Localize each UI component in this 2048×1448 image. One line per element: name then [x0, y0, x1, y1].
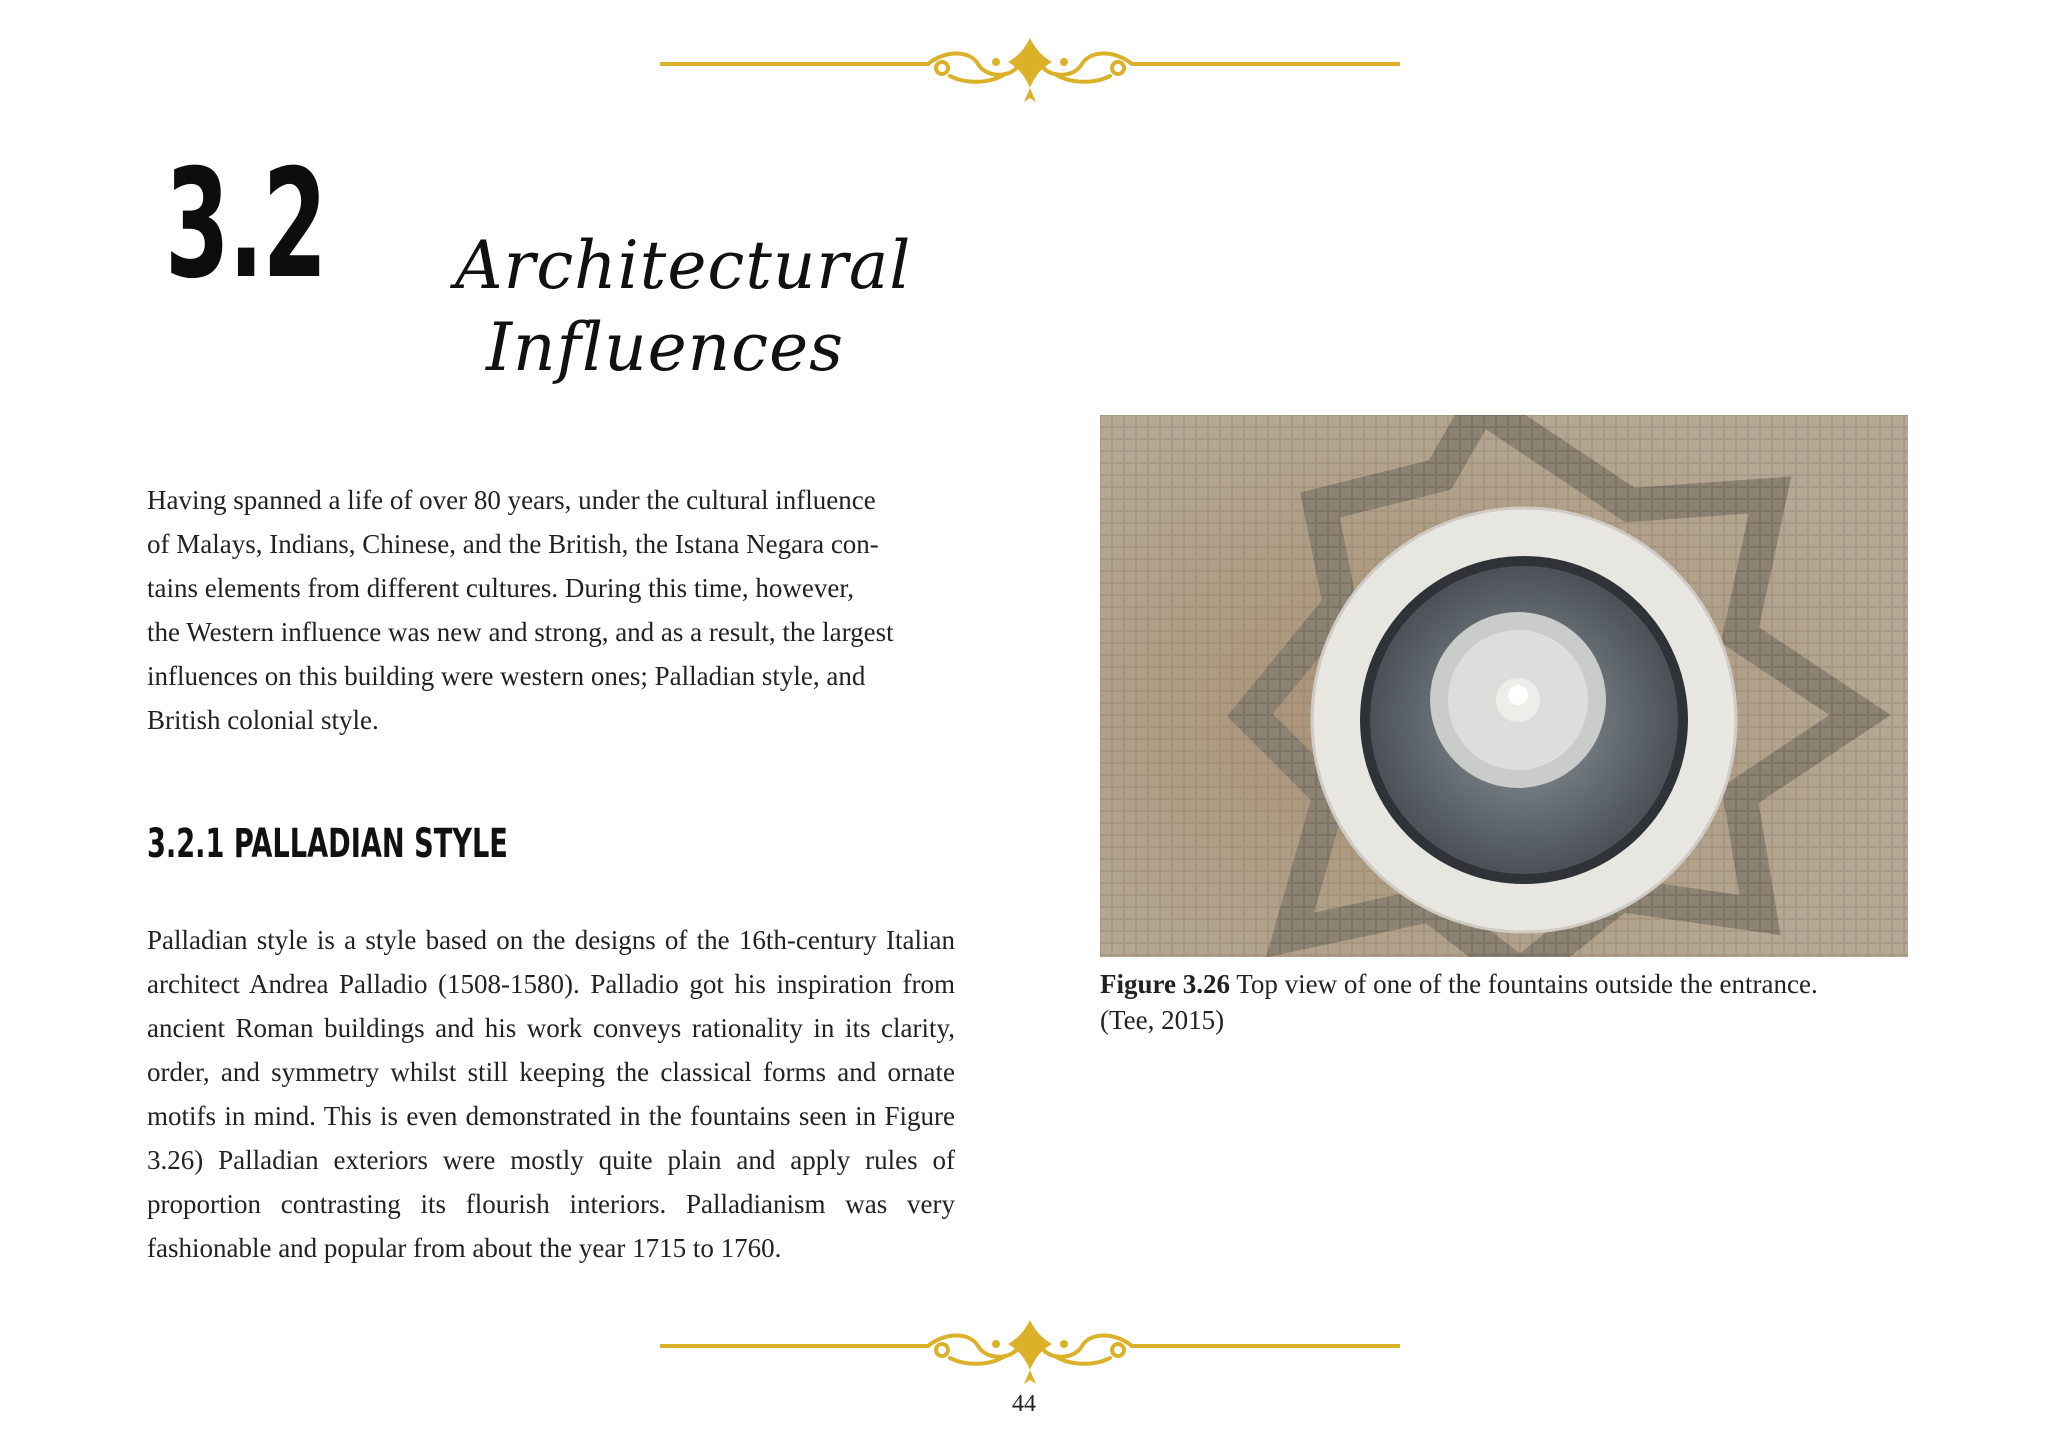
intro-line: influences on this building were western ones; Palladian style, and: [147, 661, 866, 691]
intro-line: the Western influence was new and strong, and as a result, the largest: [147, 617, 894, 647]
bottom-ornament-divider-icon: [660, 1318, 1400, 1388]
section-title-line-1: Architectural: [455, 227, 912, 304]
section-title-line-2: Influences: [485, 309, 845, 386]
figure-caption-line: [1100, 966, 1908, 1002]
fountain-photo: [1100, 415, 1908, 957]
subsection-heading: 3.2.1 PALLADIAN STYLE: [147, 821, 508, 867]
figure-caption: [1100, 966, 1908, 1038]
figure-source: (Tee, 2015): [1100, 1005, 1225, 1035]
palladian-paragraph: Palladian style is a style based on the designs of the 16th-century Italian architect Andrea Palladio (1508-1580). Palladio got his inspiration from ancient Roman buildings and his work conveys rationality in its clarity, order, and symmetry whilst still keeping the classical forms and ornate motifs in mind. This is even demonstrated in the fountains seen in Figure 3.26) Palladian exteriors were mostly quite plain and apply rules of proportion contrasting its flourish interiors. Palladianism was very fashionable and popular from about the year 1715 to 1760.: [147, 925, 955, 1263]
figure-label: Figure 3.26: [1100, 969, 1230, 999]
intro-line: British colonial style.: [147, 705, 379, 735]
section-title: [455, 225, 912, 389]
page-number: 44: [1012, 1391, 1036, 1417]
intro-line: tains elements from different cultures. During this time, however,: [147, 573, 854, 603]
intro-paragraph: [147, 478, 955, 742]
intro-line: Having spanned a life of over 80 years, under the cultural influence: [147, 485, 876, 515]
section-number: 3.2: [165, 138, 327, 312]
figure-caption-text: Top view of one of the fountains outside the entrance.: [1230, 969, 1818, 999]
intro-line: of Malays, Indians, Chinese, and the British, the Istana Negara con-: [147, 529, 879, 559]
top-ornament-divider-icon: [660, 36, 1400, 106]
